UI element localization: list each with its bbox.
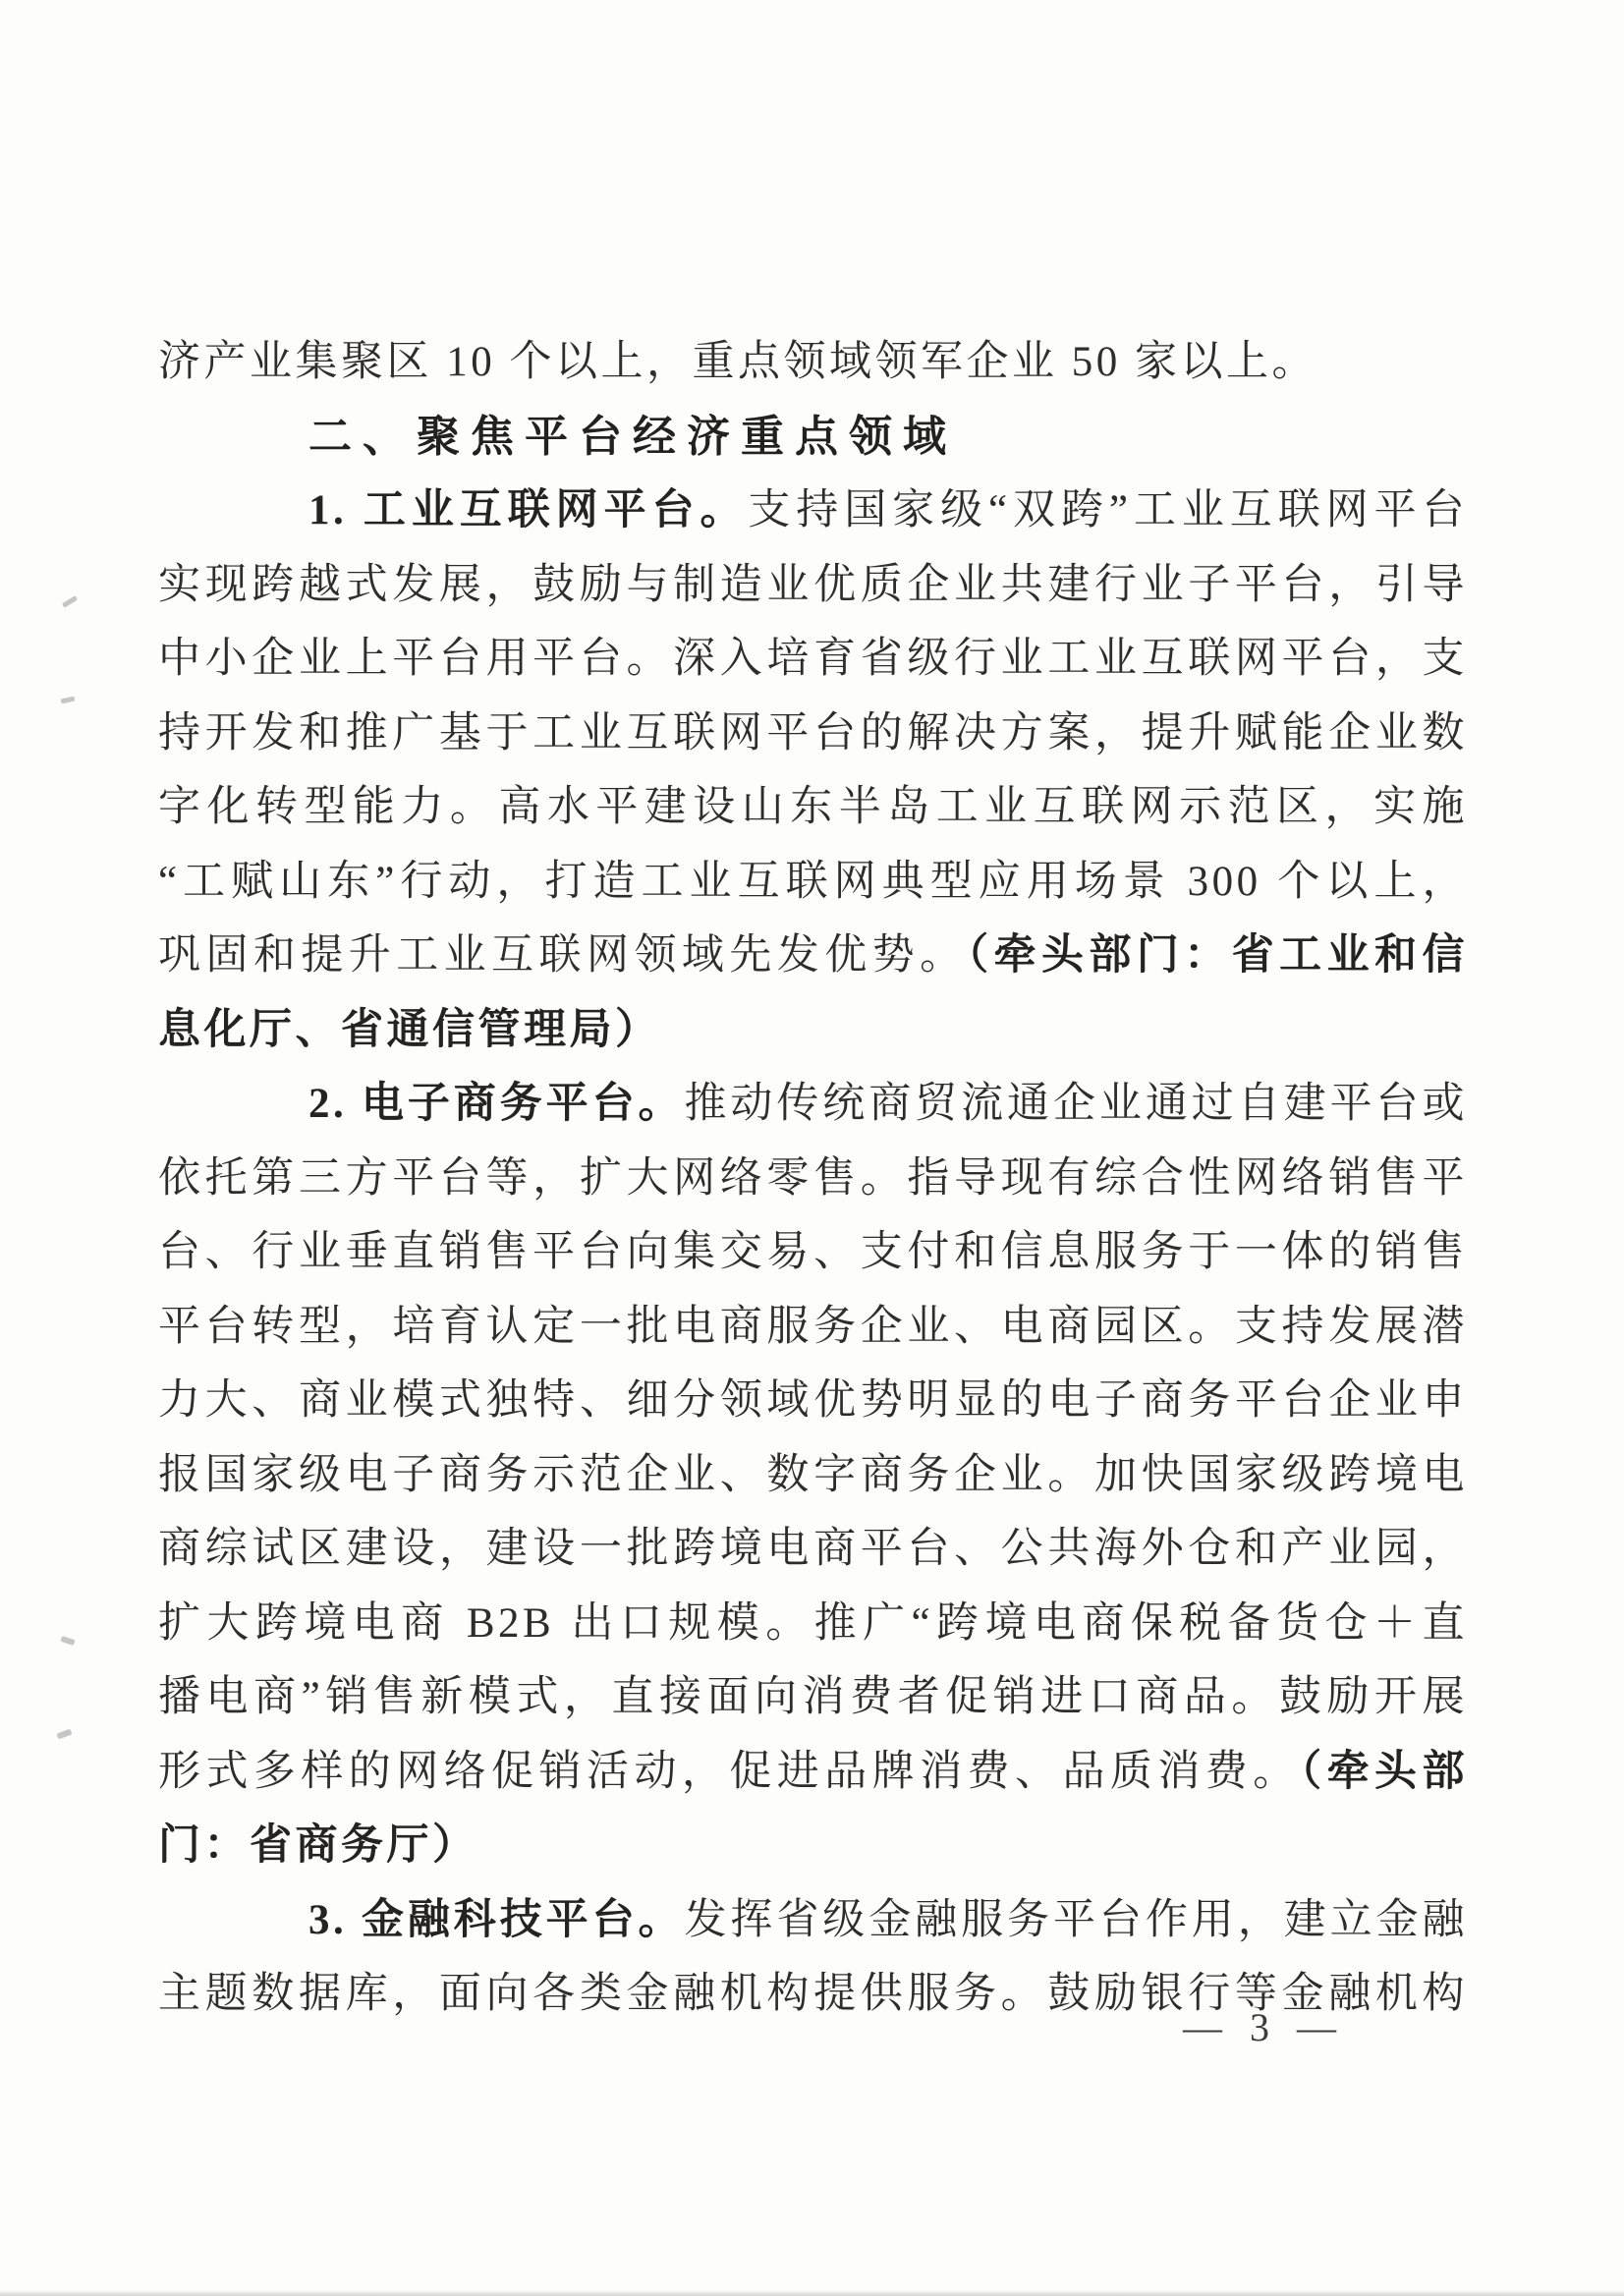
- body-text: 台、行业垂直销售平台向集交易、支付和信息服务于一体的销售: [158, 1229, 1468, 1275]
- text-line: [158, 474, 1468, 548]
- body-text: 主题数据库，面向各类金融机构提供服务。鼓励银行等金融机构: [158, 1971, 1468, 2017]
- text-line: [158, 1215, 1468, 1290]
- text-line: [158, 1142, 1468, 1216]
- text-line: [158, 770, 1468, 845]
- body-text: 发挥省级金融服务平台作用，建立金融: [684, 1896, 1468, 1943]
- body-text: 实现跨越式发展，鼓励与制造业优质企业共建行业子平台，引导: [158, 561, 1468, 608]
- scan-speck: [61, 697, 76, 704]
- paragraph-lead: 3. 金融科技平台。: [308, 1896, 685, 1943]
- text-line: [158, 697, 1468, 771]
- scan-speck: [60, 1636, 75, 1646]
- section-heading-text: 二、聚焦平台经济重点领域: [308, 412, 957, 461]
- body-text: 报国家级电子商务示范企业、数字商务企业。加快国家级跨境电: [158, 1451, 1468, 1498]
- text-line: [158, 1883, 1468, 1958]
- body-text: 字化转型能力。高水平建设山东半岛工业互联网示范区，实施: [158, 784, 1468, 830]
- text-line: [158, 919, 1468, 993]
- text-line: [158, 1587, 1468, 1661]
- body-text: 平台转型，培育认定一批电商服务企业、电商园区。支持发展潜: [158, 1303, 1468, 1350]
- text-line: [158, 1364, 1468, 1438]
- body-text: 推动传统商贸流通企业通过自建平台或: [684, 1081, 1468, 1127]
- paragraph-lead: 2. 电子商务平台。: [308, 1081, 685, 1127]
- text-line: [158, 1438, 1468, 1513]
- text-line: [158, 1067, 1468, 1142]
- lead-department-note: （牵头部门：省工业和信: [967, 932, 1469, 979]
- body-text: 持开发和推广基于工业互联网平台的解决方案，提升赋能企业数: [158, 709, 1468, 756]
- text-line: [158, 1290, 1468, 1365]
- text-line: [158, 548, 1468, 623]
- section-heading: [158, 400, 1468, 475]
- body-text: 力大、商业模式独特、细分领域优势明显的电子商务平台企业申: [158, 1377, 1468, 1424]
- body-text: 形式多样的网络促销活动，促进品牌消费、品质消费。: [158, 1748, 1301, 1795]
- text-line: [158, 1660, 1468, 1735]
- text-line: [158, 325, 1468, 400]
- paragraph-lead: 1. 工业互联网平台。: [308, 487, 749, 533]
- body-text: 中小企业上平台用平台。深入培育省级行业工业互联网平台，支: [158, 636, 1468, 682]
- text-line: [158, 1512, 1468, 1587]
- body-text: 巩固和提升工业互联网领域先发优势。: [158, 932, 968, 979]
- body-text: 支持国家级“双跨”工业互联网平台: [748, 487, 1469, 533]
- text-line: [158, 845, 1468, 920]
- body-text: 播电商”销售新模式，直接面向消费者促销进口商品。鼓励开展: [158, 1674, 1468, 1720]
- page-number: — 3 —: [1183, 2005, 1338, 2049]
- document-text-block: [158, 325, 1468, 2032]
- text-line: [158, 1809, 1468, 1883]
- body-text: 扩大跨境电商 B2B 出口规模。推广“跨境电商保税备货仓＋直: [158, 1599, 1468, 1647]
- lead-department-note: 息化厅、省通信管理局）: [158, 1006, 661, 1053]
- body-text: 依托第三方平台等，扩大网络零售。指导现有综合性网络销售平: [158, 1154, 1468, 1202]
- body-text: 济产业集聚区 10 个以上，重点领域领军企业 50 家以上。: [158, 339, 1317, 385]
- text-line: [158, 622, 1468, 697]
- scan-speck: [56, 1729, 72, 1740]
- scan-speck: [62, 595, 78, 608]
- lead-department-note: （牵头部: [1300, 1748, 1469, 1795]
- scan-bottom-edge: [0, 2290, 1624, 2296]
- lead-department-note: 门：省商务厅）: [158, 1822, 478, 1869]
- text-line: [158, 1735, 1468, 1810]
- text-line: [158, 993, 1468, 1068]
- body-text: 商综试区建设，建设一批跨境电商平台、公共海外仓和产业园，: [158, 1526, 1468, 1572]
- body-text: “工赋山东”行动，打造工业互联网典型应用场景 300 个以上，: [158, 858, 1468, 905]
